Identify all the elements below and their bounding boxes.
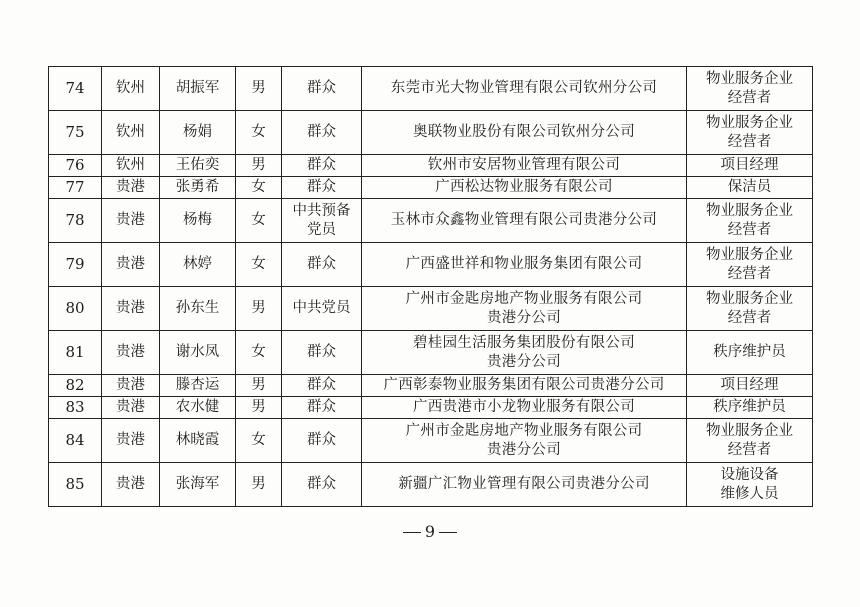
position-cell-line: 经营者 (727, 221, 772, 238)
political-status-cell (282, 375, 362, 397)
gender-cell: 女 (236, 177, 282, 199)
page-number-dash-left (403, 532, 421, 533)
serial-number-cell: 78 (49, 199, 102, 243)
position-cell-line: 经营者 (727, 441, 772, 458)
political-status-cell-line: 群众 (307, 377, 336, 393)
position-cell-line: 设施设备 (720, 466, 779, 483)
company-cell (362, 331, 687, 375)
political-status-cell-line: 群众 (307, 476, 336, 492)
company-cell (362, 67, 687, 111)
position-cell (687, 243, 813, 287)
company-cell-line: 广西盛世祥和物业服务集团有限公司 (405, 256, 643, 272)
position-cell (687, 199, 813, 243)
political-status-cell (282, 243, 362, 287)
page-number-dash-right (439, 532, 457, 533)
page-number-value: 9 (424, 522, 436, 541)
table-row (49, 463, 813, 507)
gender-cell: 男 (236, 463, 282, 507)
political-status-cell (282, 199, 362, 243)
city-cell: 贵港 (102, 243, 160, 287)
position-cell-line: 物业服务企业 (706, 422, 793, 439)
table-row (49, 419, 813, 463)
city-cell: 贵港 (102, 287, 160, 331)
serial-number-cell: 81 (49, 331, 102, 375)
serial-number-cell: 74 (49, 67, 102, 111)
political-status-cell (282, 419, 362, 463)
company-cell-line: 广西松达物业服务有限公司 (435, 179, 613, 195)
political-status-cell-line: 群众 (307, 256, 336, 272)
name-cell: 林晓霞 (160, 419, 236, 463)
political-status-cell (282, 463, 362, 507)
page-number (0, 522, 860, 541)
company-cell (362, 199, 687, 243)
political-status-cell (282, 331, 362, 375)
political-status-cell (282, 287, 362, 331)
company-cell-line: 钦州市安居物业管理有限公司 (427, 157, 621, 173)
name-cell: 胡振军 (160, 67, 236, 111)
table-row (49, 67, 813, 111)
name-cell: 王佑奕 (160, 155, 236, 177)
company-cell (362, 177, 687, 199)
gender-cell: 女 (236, 199, 282, 243)
company-cell (362, 463, 687, 507)
company-cell-line: 奥联物业股份有限公司钦州分公司 (413, 124, 635, 140)
position-cell (687, 155, 813, 177)
position-cell-line: 秩序维护员 (713, 344, 786, 360)
serial-number-cell: 82 (49, 375, 102, 397)
name-cell: 杨梅 (160, 199, 236, 243)
political-status-cell-line: 群众 (307, 432, 336, 448)
table-row (49, 331, 813, 375)
city-cell: 贵港 (102, 463, 160, 507)
political-status-cell (282, 397, 362, 419)
position-cell-line: 物业服务企业 (706, 70, 793, 87)
gender-cell: 男 (236, 287, 282, 331)
position-cell-line: 经营者 (727, 309, 772, 326)
gender-cell: 男 (236, 397, 282, 419)
table-row (49, 111, 813, 155)
position-cell (687, 287, 813, 331)
political-status-cell (282, 67, 362, 111)
table-body (49, 67, 813, 507)
company-cell-line: 广西彰泰物业服务集团有限公司贵港分公司 (383, 377, 665, 393)
company-cell-line: 广西贵港市小龙物业服务有限公司 (413, 399, 635, 415)
name-cell: 张海军 (160, 463, 236, 507)
position-cell (687, 111, 813, 155)
gender-cell: 女 (236, 331, 282, 375)
company-cell (362, 111, 687, 155)
city-cell: 钦州 (102, 155, 160, 177)
company-cell-line: 新疆广汇物业管理有限公司贵港分公司 (398, 476, 650, 492)
position-cell-line: 物业服务企业 (706, 290, 793, 307)
company-cell (362, 287, 687, 331)
position-cell-line: 保洁员 (727, 179, 772, 195)
serial-number-cell: 77 (49, 177, 102, 199)
name-cell: 孙东生 (160, 287, 236, 331)
company-cell (362, 397, 687, 419)
political-status-cell-line: 中共党员 (292, 300, 351, 316)
city-cell: 贵港 (102, 199, 160, 243)
position-cell-line: 经营者 (727, 133, 772, 150)
company-cell-line: 东莞市光大物业管理有限公司钦州分公司 (390, 80, 658, 96)
position-cell-line: 经营者 (727, 89, 772, 106)
position-cell-line: 项目经理 (720, 157, 779, 173)
serial-number-cell: 76 (49, 155, 102, 177)
company-cell (362, 243, 687, 287)
position-cell-line: 物业服务企业 (706, 202, 793, 219)
name-cell: 滕杏运 (160, 375, 236, 397)
serial-number-cell: 83 (49, 397, 102, 419)
company-cell-line: 贵港分公司 (487, 309, 561, 326)
gender-cell: 女 (236, 419, 282, 463)
position-cell-line: 经营者 (727, 265, 772, 282)
gender-cell: 男 (236, 67, 282, 111)
position-cell-line: 秩序维护员 (713, 399, 786, 415)
position-cell (687, 177, 813, 199)
position-cell (687, 331, 813, 375)
position-cell (687, 67, 813, 111)
city-cell: 贵港 (102, 331, 160, 375)
table-row (49, 177, 813, 199)
company-cell-line: 广州市金匙房地产物业服务有限公司 (405, 290, 643, 307)
city-cell: 贵港 (102, 177, 160, 199)
company-cell (362, 419, 687, 463)
position-cell-line: 项目经理 (720, 377, 779, 393)
position-cell (687, 463, 813, 507)
political-status-cell-line: 群众 (307, 124, 336, 140)
serial-number-cell: 79 (49, 243, 102, 287)
company-cell (362, 155, 687, 177)
company-cell-line: 贵港分公司 (487, 441, 561, 458)
political-status-cell (282, 177, 362, 199)
serial-number-cell: 85 (49, 463, 102, 507)
city-cell: 贵港 (102, 375, 160, 397)
company-cell-line: 玉林市众鑫物业管理有限公司贵港分公司 (390, 212, 658, 228)
city-cell: 贵港 (102, 397, 160, 419)
political-status-cell-line: 群众 (307, 399, 336, 415)
gender-cell: 男 (236, 375, 282, 397)
position-cell-line: 维修人员 (720, 485, 779, 502)
position-cell (687, 419, 813, 463)
name-cell: 杨娟 (160, 111, 236, 155)
political-status-cell-line: 群众 (307, 80, 336, 96)
city-cell: 贵港 (102, 419, 160, 463)
table-row (49, 375, 813, 397)
personnel-table (48, 66, 813, 507)
serial-number-cell: 80 (49, 287, 102, 331)
company-cell (362, 375, 687, 397)
name-cell: 农水健 (160, 397, 236, 419)
table-row (49, 155, 813, 177)
political-status-cell (282, 155, 362, 177)
position-cell (687, 397, 813, 419)
serial-number-cell: 84 (49, 419, 102, 463)
political-status-cell-line: 群众 (307, 344, 336, 360)
political-status-cell-line: 党员 (307, 221, 336, 238)
name-cell: 谢水凤 (160, 331, 236, 375)
name-cell: 张勇希 (160, 177, 236, 199)
company-cell-line: 广州市金匙房地产物业服务有限公司 (405, 422, 643, 439)
position-cell (687, 375, 813, 397)
company-cell-line: 贵港分公司 (487, 353, 561, 370)
political-status-cell-line: 中共预备 (292, 202, 351, 219)
political-status-cell (282, 111, 362, 155)
table-row (49, 397, 813, 419)
city-cell: 钦州 (102, 67, 160, 111)
table-row (49, 243, 813, 287)
gender-cell: 女 (236, 111, 282, 155)
company-cell-line: 碧桂园生活服务集团股份有限公司 (413, 334, 635, 351)
gender-cell: 女 (236, 243, 282, 287)
gender-cell: 男 (236, 155, 282, 177)
table-row (49, 287, 813, 331)
political-status-cell-line: 群众 (307, 179, 336, 195)
serial-number-cell: 75 (49, 111, 102, 155)
position-cell-line: 物业服务企业 (706, 114, 793, 131)
position-cell-line: 物业服务企业 (706, 246, 793, 263)
name-cell: 林婷 (160, 243, 236, 287)
political-status-cell-line: 群众 (307, 157, 336, 173)
city-cell: 钦州 (102, 111, 160, 155)
table-row (49, 199, 813, 243)
